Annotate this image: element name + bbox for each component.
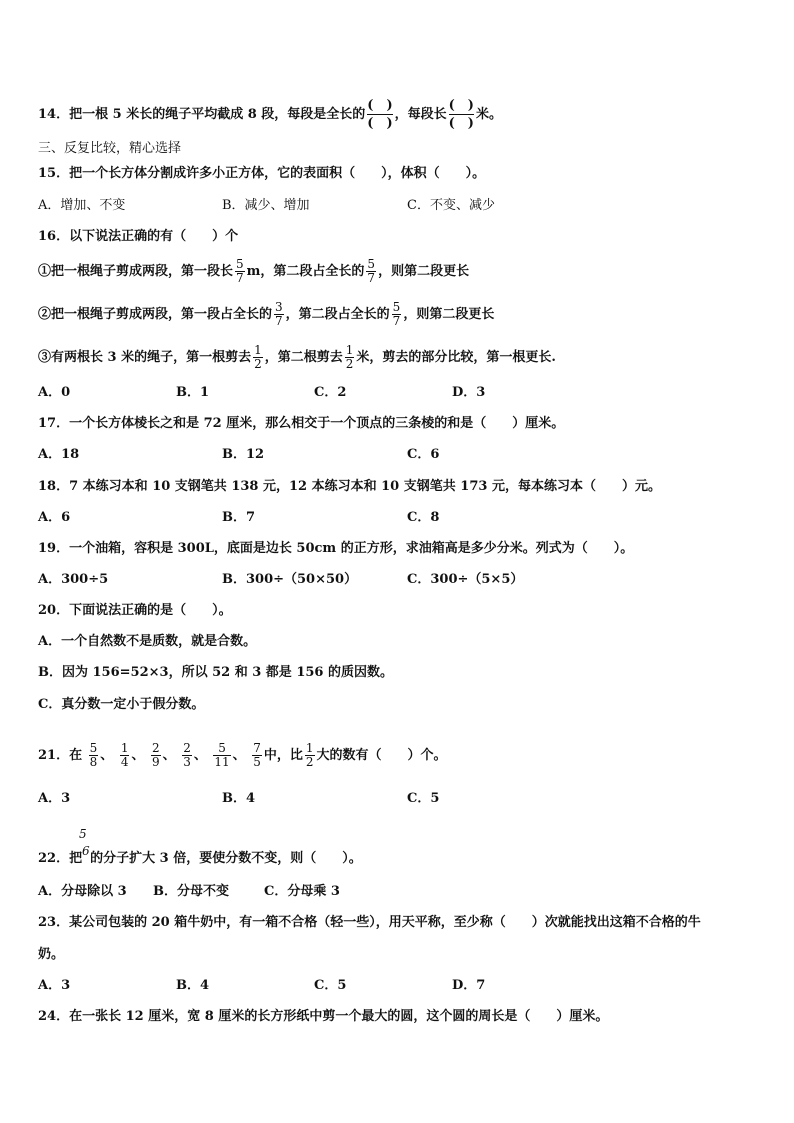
option-c: C．不变、减少 — [407, 198, 495, 213]
question-23-cont: 奶。 — [38, 947, 65, 962]
question-15: 15．把一个长方体分割成许多小正方体，它的表面积（ ），体积（ ）。 — [38, 166, 486, 181]
option-b: B．分母不变 — [153, 884, 229, 899]
option-b: B．4 — [176, 978, 210, 993]
fraction: $\frac{1}{2}$ — [345, 343, 354, 371]
option-b: B．4 — [222, 791, 256, 806]
option-c: C．8 — [407, 510, 440, 525]
option-c: C．5 — [407, 791, 440, 806]
question-24: 24．在一张长 12 厘米，宽 8 厘米的长方形纸中剪一个最大的圆，这个圆的周长是（ ）厘米。 — [38, 1009, 609, 1024]
option-a: A．0 — [38, 385, 71, 400]
fraction: $\frac{5}{8}$ — [89, 741, 98, 769]
option-a: A．一个自然数不是质数，就是合数。 — [38, 634, 257, 649]
fraction: $\frac{7}{5}$ — [253, 741, 261, 769]
statement-1: ①把一根绳子剪成两段，第一段长 $\frac{5}{7}$ m，第二段占全长的 $\frac{5}{7}$ ，则第二段更长 — [38, 257, 470, 285]
question-18: 18．7 本练习本和 10 支钢笔共 138 元，12 本练习本和 10 支钢笔共 173 元，每本练习本（ ）元。 — [38, 479, 661, 494]
option-c: C．2 — [314, 385, 347, 400]
option-b: B．因为 156=52×3，所以 52 和 3 都是 156 的质因数。 — [38, 665, 393, 680]
blank-fraction: ( ) ( ) — [448, 98, 474, 131]
fraction: $\frac{5}{7}$ — [236, 257, 244, 285]
fraction-numerator: 5 — [79, 827, 87, 841]
option-b: B．1 — [176, 385, 210, 400]
fraction: $\frac{3}{7}$ — [275, 300, 283, 328]
statement-2: ②把一根绳子剪成两段，第一段占全长的 $\frac{3}{7}$ ，第二段占全长的 $\frac{5}{7}$ ，则第二段更长 — [38, 300, 495, 328]
option-a: A．分母除以 3 — [38, 884, 127, 899]
fraction-denominator: 6 — [82, 844, 90, 858]
section-title: 三、反复比较，精心选择 — [38, 141, 182, 156]
option-a: A．300÷5 — [38, 572, 109, 587]
option-c: C．300÷（5×5） — [407, 572, 524, 587]
question-21: 21．在 $\frac{5}{8}$ 、 $\frac{1}{4}$ 、 $\frac{2}{9}$ 、 $\frac{2}{3}$ 、 $\frac{5}{11}$ 、 $\frac{7}{5}$ 中，比 $\frac{1}{2}$ 大的数有（ ）个。 — [38, 741, 447, 769]
question-23: 23．某公司包装的 20 箱牛奶中，有一箱不合格（轻一些），用天平称，至少称（ ）次就能找出这箱不合格的牛 — [38, 915, 701, 930]
option-d: D．7 — [452, 978, 486, 993]
option-b: B．减少、增加 — [222, 198, 310, 213]
fraction: $\frac{2}{3}$ — [183, 741, 191, 769]
fraction: $\frac{1}{4}$ — [120, 741, 129, 769]
option-c: C．6 — [407, 447, 440, 462]
fraction: $\frac{2}{9}$ — [152, 741, 160, 769]
fraction: $\frac{5}{11}$ — [214, 741, 230, 769]
question-20: 20．下面说法正确的是（ ）。 — [38, 603, 232, 618]
option-a: A．3 — [38, 791, 71, 806]
option-a: A．3 — [38, 978, 71, 993]
fraction: $\frac{5}{7}$ — [367, 257, 376, 285]
option-b: B．7 — [222, 510, 256, 525]
question-19: 19．一个油箱，容积是 300L，底面是边长 50cm 的正方形，求油箱高是多少分米。列式为（ ）。 — [38, 541, 634, 556]
option-a: A．18 — [38, 447, 80, 462]
option-a: A．增加、不变 — [38, 198, 126, 213]
fraction: $\frac{1}{2}$ — [254, 343, 262, 371]
option-c: C．分母乘 3 — [264, 884, 340, 899]
question-22: 22．把 的分子扩大 3 倍，要使分数不变，则（ ）。 — [38, 851, 362, 866]
option-b: B．12 — [222, 447, 265, 462]
option-c: C．5 — [314, 978, 347, 993]
question-14: 14．把一根 5 米长的绳子平均截成 8 段，每段是全长的 ( ) ( ) ，每段长 ( ) ( ) 米。 — [38, 98, 502, 131]
statement-3: ③有两根长 3 米的绳子，第一根剪去 $\frac{1}{2}$ ，第二根剪去 $\frac{1}{2}$ 米，剪去的部分比较，第一根更长. — [38, 343, 556, 371]
option-a: A．6 — [38, 510, 71, 525]
fraction: $\frac{5}{7}$ — [392, 300, 401, 328]
question-16: 16．以下说法正确的有（ ）个 — [38, 229, 239, 244]
blank-fraction: ( ) ( ) — [367, 98, 393, 131]
option-c: C．真分数一定小于假分数。 — [38, 697, 205, 712]
option-b: B．300÷（50×50） — [222, 572, 358, 587]
question-17: 17．一个长方体棱长之和是 72 厘米，那么相交于一个顶点的三条棱的和是（ ）厘米。 — [38, 416, 565, 431]
fraction: $\frac{1}{2}$ — [305, 741, 314, 769]
option-d: D．3 — [452, 385, 486, 400]
